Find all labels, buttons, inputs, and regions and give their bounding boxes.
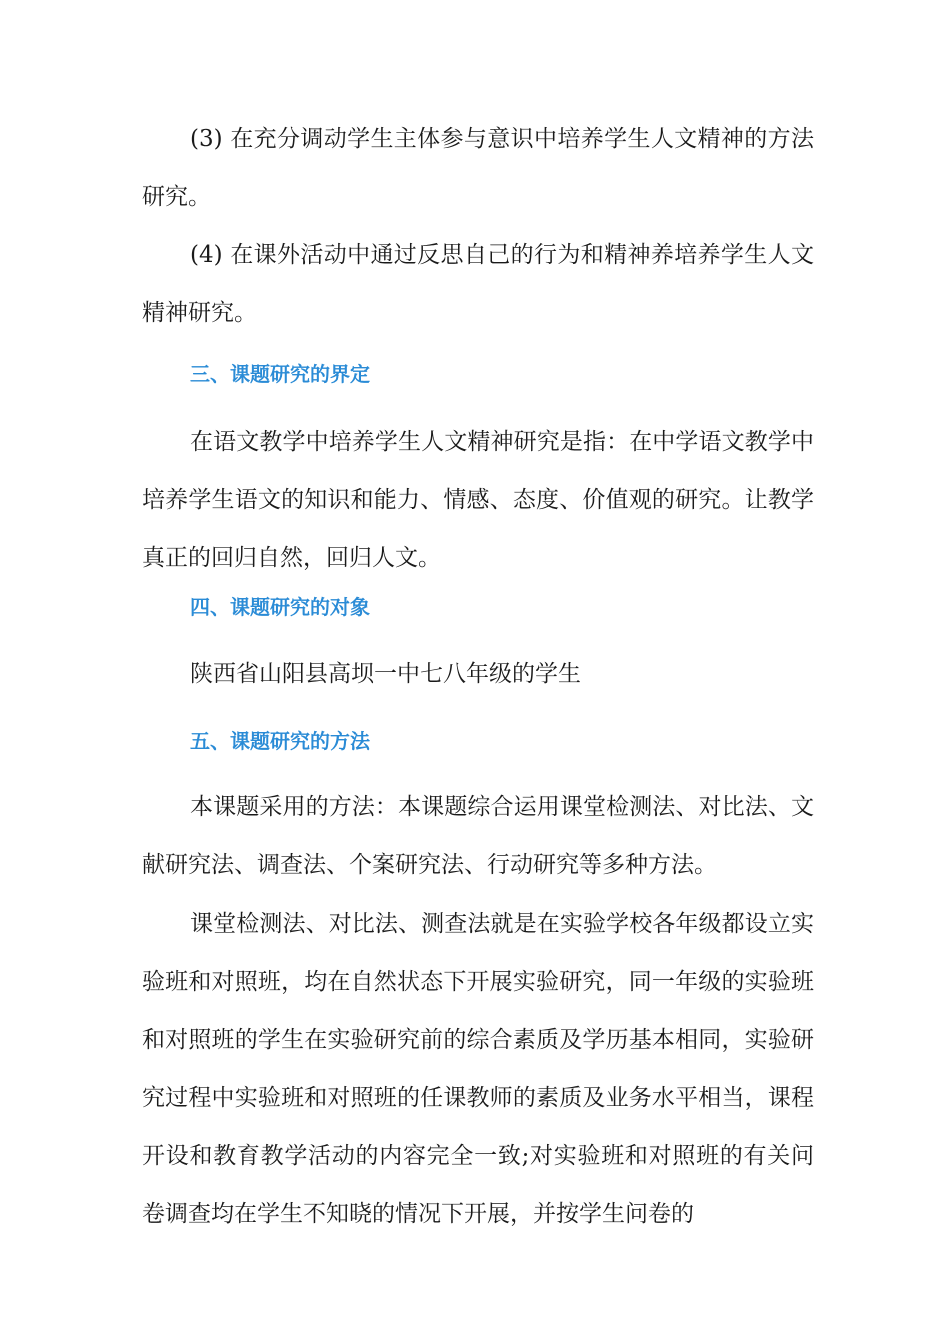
section-4-heading: 四、课题研究的对象 xyxy=(190,595,370,619)
section-4-text: 陕西省山阳县高坝一中七八年级的学生 xyxy=(190,661,581,687)
section-3-body xyxy=(142,413,814,587)
section-5-body-2 xyxy=(142,895,814,1243)
section-4-body xyxy=(142,645,814,703)
section-3-heading: 三、课题研究的界定 xyxy=(190,362,370,386)
section-5-text-2: 课堂检测法、对比法、测查法就是在实验学校各年级都设立实验班和对照班，均在自然状态下开展实验研究，同一年级的实验班和对照班的学生在实验研究前的综合素质及学历基本相同，实验研究过程中实验班和对照班的任课教师的素质及业务水平相当，课程开设和教育教学活动的内容完全一致;对实验班和对照班的有关问卷调查均在学生不知晓的情况下开展，并按学生问卷的 xyxy=(142,911,814,1227)
section-5-text-1: 本课题采用的方法：本课题综合运用课堂检测法、对比法、文献研究法、调查法、个案研究法、行动研究等多种方法。 xyxy=(142,794,814,878)
item-3-text: (3) 在充分调动学生主体参与意识中培养学生人文精神的方法研究。 xyxy=(142,126,814,210)
section-5-heading: 五、课题研究的方法 xyxy=(190,729,370,753)
section-5-body-1 xyxy=(142,778,814,894)
item-4 xyxy=(142,226,814,342)
item-3 xyxy=(142,110,814,226)
item-4-text: (4) 在课外活动中通过反思自己的行为和精神养培养学生人文精神研究。 xyxy=(142,242,814,326)
section-3-text: 在语文教学中培养学生人文精神研究是指：在中学语文教学中培养学生语文的知识和能力、情感、态度、价值观的研究。让教学真正的回归自然，回归人文。 xyxy=(142,429,814,571)
